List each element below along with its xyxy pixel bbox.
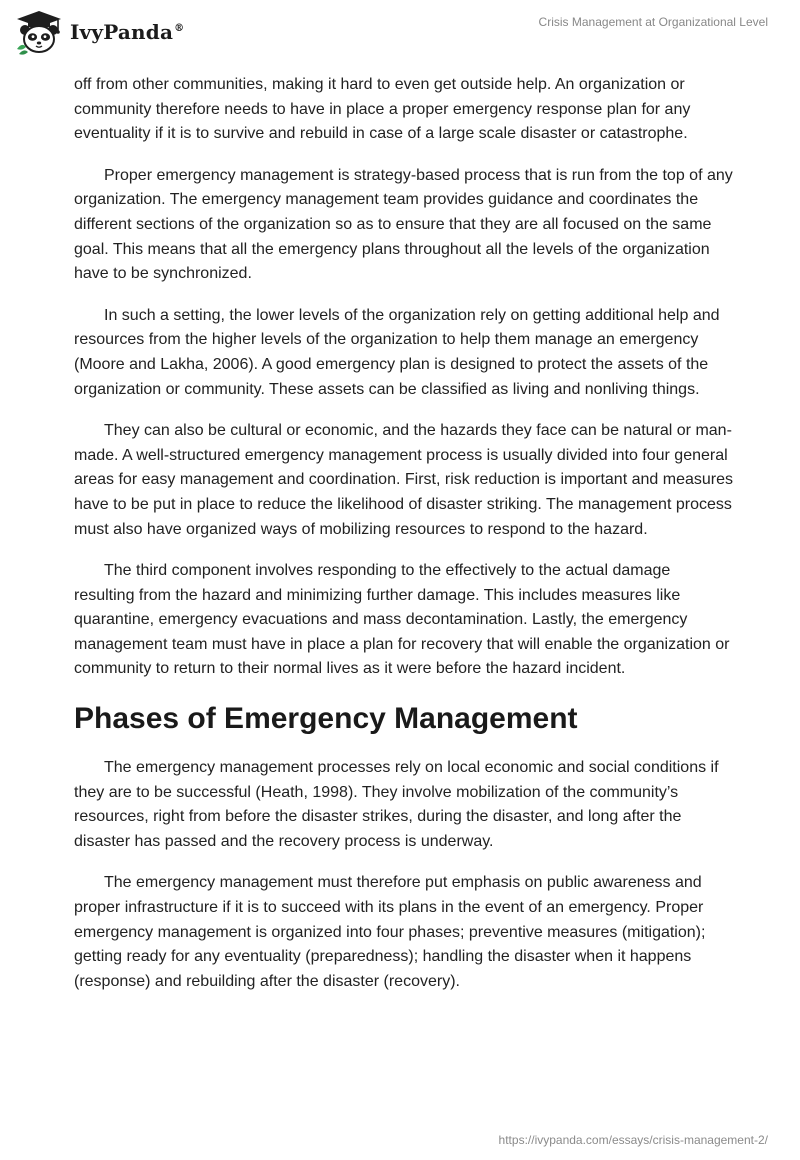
paragraph: In such a setting, the lower levels of the organization rely on getting additional help and resources from the higher levels of the organization to help them manage an emergency (Moore and Lakha, 2006). A good emergency plan is designed to protect the assets of the organization or community. These assets can be classified as living and nonliving things. xyxy=(74,306,720,398)
paragraph: The emergency management processes rely on local economic and social conditions if they are to be successful (Heath, 1998). They involve mobilization of the community’s resources, right from before the disaster strikes, during the disaster, and long after the disaster has passed and the recovery process is underway. xyxy=(74,759,719,850)
essay-content xyxy=(74,73,734,1011)
source-url-link[interactable]: https://ivypanda.com/essays/crisis-management-2/ xyxy=(498,1133,768,1147)
paragraph-continued: off from other communities, making it hard to even get outside help. An organization or community therefore needs to have in place a proper emergency response plan for any eventuality if it is to survive and rebuild in case of a large scale disaster or catastrophe. xyxy=(74,76,691,143)
brand-logo[interactable] xyxy=(14,8,184,56)
page-header xyxy=(0,0,800,60)
paragraph: Proper emergency management is strategy-based process that is run from the top of any organization. The emergency management team provides guidance and coordinates the different sections of the organization so as to ensure that they are all focused on the same goal. This means that all the emergency plans throughout all the levels of the organization have to be synchronized. xyxy=(74,166,733,283)
brand-name: IvyPanda® xyxy=(70,20,185,44)
document-title: Crisis Management at Organizational Level xyxy=(538,15,768,29)
paragraph: The emergency management must therefore put emphasis on public awareness and proper infrastructure if it is to succeed with its plans in the event of an emergency. Proper emergency management is organized into four phases; preventive measures (mitigation); getting ready for any eventuality (preparedness); handling the disaster when it happens (response) and rebuilding after the disaster (recovery). xyxy=(74,874,706,990)
section-heading: Phases of Emergency Management xyxy=(74,702,578,736)
paragraph: They can also be cultural or economic, and the hazards they face can be natural or man-made. A well-structured emergency management process is usually divided into four general areas for easy management and coordination. First, risk reduction is important and measures have to be put in place to reduce the likelihood of disaster striking. The management process must also have organized ways of mobilizing resources to respond to the hazard. xyxy=(74,422,733,538)
paragraph: The third component involves responding to the effectively to the actual damage resulting from the hazard and minimizing further damage. This includes measures like quarantine, emergency evacuations and mass decontamination. Lastly, the emergency management team must have in place a plan for recovery that will enable the organization or community to return to their normal lives as it were before the hazard incident. xyxy=(74,562,730,678)
panda-graduate-icon xyxy=(14,9,64,55)
registered-mark: ® xyxy=(174,23,185,35)
